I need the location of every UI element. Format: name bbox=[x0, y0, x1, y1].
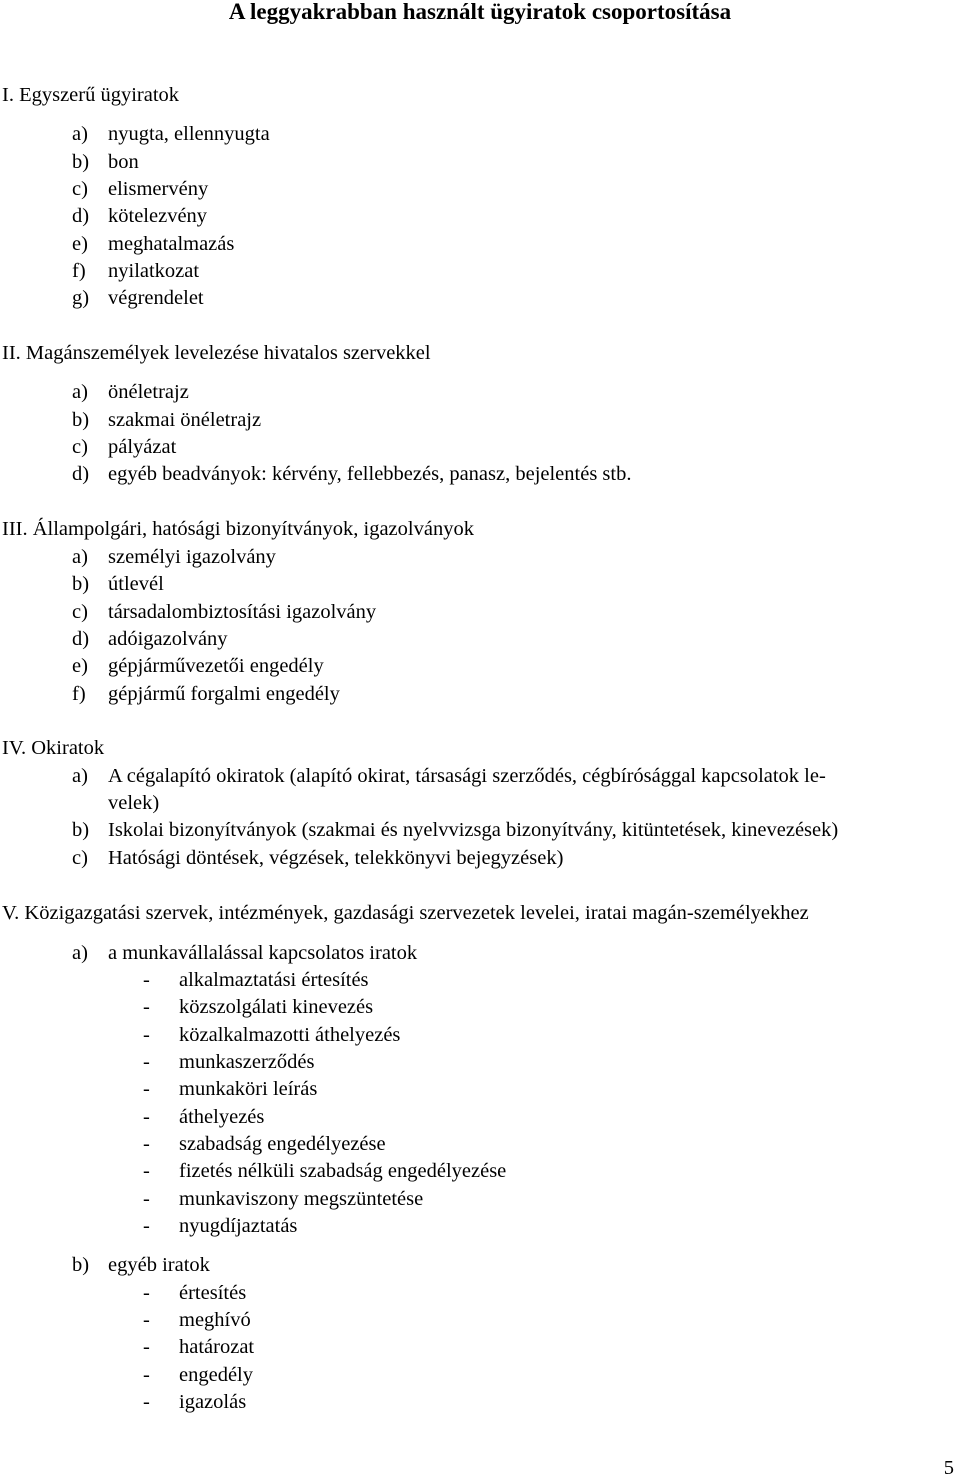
item-text: a munkavállalással kapcsolatos iratok bbox=[108, 942, 418, 964]
bullet-item bbox=[143, 1308, 251, 1332]
item-text: Hatósági döntések, végzések, telekkönyvi bejegyzések) bbox=[108, 847, 564, 869]
item-label: d) bbox=[72, 628, 90, 650]
item-text: önéletrajz bbox=[108, 381, 189, 403]
dash-bullet: - bbox=[143, 1282, 150, 1304]
item-text: egyéb beadványok: kérvény, fellebbezés, panasz, bejelentés stb. bbox=[108, 463, 632, 485]
bullet-text: alkalmaztatási értesítés bbox=[179, 969, 369, 991]
page-number: 5 bbox=[943, 1457, 954, 1479]
list-item bbox=[72, 177, 208, 201]
bullet-text: munkaköri leírás bbox=[179, 1078, 318, 1100]
list-item bbox=[72, 846, 563, 870]
item-label: c) bbox=[72, 601, 88, 623]
item-text: bon bbox=[108, 151, 139, 173]
section-heading: IV. Okiratok bbox=[2, 737, 105, 759]
dash-bullet: - bbox=[143, 1106, 150, 1128]
item-label: a) bbox=[72, 546, 88, 568]
section-heading: V. Közigazgatási szervek, intézmények, gazdasági szervezetek levelei, iratai magán-személyekhez bbox=[2, 902, 809, 924]
list-item-continuation: velek) bbox=[108, 792, 160, 814]
item-label: b) bbox=[72, 573, 90, 595]
item-text: útlevél bbox=[108, 573, 164, 595]
dash-bullet: - bbox=[143, 1391, 150, 1413]
dash-bullet: - bbox=[143, 1051, 150, 1073]
section-heading: I. Egyszerű ügyiratok bbox=[2, 84, 180, 106]
list-item bbox=[72, 435, 176, 459]
bullet-item bbox=[143, 1159, 506, 1183]
item-text: végrendelet bbox=[108, 287, 204, 309]
bullet-text: közalkalmazotti áthelyezés bbox=[179, 1024, 401, 1046]
dash-bullet: - bbox=[143, 1215, 150, 1237]
item-label: c) bbox=[72, 847, 88, 869]
item-text: gépjármű forgalmi engedély bbox=[108, 683, 340, 705]
bullet-item bbox=[143, 1077, 317, 1101]
bullet-text: munkaszerződés bbox=[179, 1051, 315, 1073]
dash-bullet: - bbox=[143, 969, 150, 991]
list-item bbox=[72, 286, 204, 310]
list-item bbox=[72, 545, 276, 569]
item-label: g) bbox=[72, 287, 90, 309]
list-item bbox=[72, 408, 261, 432]
bullet-text: igazolás bbox=[179, 1391, 247, 1413]
item-label: d) bbox=[72, 205, 90, 227]
bullet-item bbox=[143, 1023, 400, 1047]
list-item bbox=[72, 600, 376, 624]
dash-bullet: - bbox=[143, 996, 150, 1018]
list-item bbox=[72, 654, 324, 678]
item-label: d) bbox=[72, 463, 90, 485]
dash-bullet: - bbox=[143, 1133, 150, 1155]
list-item bbox=[72, 682, 340, 706]
item-label: b) bbox=[72, 1254, 90, 1276]
section-heading: II. Magánszemélyek levelezése hivatalos szervekkel bbox=[2, 342, 431, 364]
bullet-item bbox=[143, 968, 369, 992]
bullet-text: fizetés nélküli szabadság engedélyezése bbox=[179, 1160, 507, 1182]
bullet-text: engedély bbox=[179, 1364, 253, 1386]
item-text: nyugta, ellennyugta bbox=[108, 123, 270, 145]
item-label: c) bbox=[72, 436, 88, 458]
item-text: kötelezvény bbox=[108, 205, 208, 227]
item-label: f) bbox=[72, 260, 86, 282]
item-text: pályázat bbox=[108, 436, 177, 458]
bullet-item bbox=[143, 1281, 246, 1305]
bullet-text: határozat bbox=[179, 1336, 255, 1358]
item-text: személyi igazolvány bbox=[108, 546, 276, 568]
dash-bullet: - bbox=[143, 1024, 150, 1046]
dash-bullet: - bbox=[143, 1160, 150, 1182]
list-item bbox=[72, 627, 228, 651]
list-item bbox=[72, 572, 164, 596]
item-text: egyéb iratok bbox=[108, 1254, 210, 1276]
item-text: Iskolai bizonyítványok (szakmai és nyelvvizsga bizonyítvány, kitüntetések, kinevezések) bbox=[108, 819, 839, 841]
section-heading: III. Állampolgári, hatósági bizonyítványok, igazolványok bbox=[2, 518, 474, 540]
bullet-item bbox=[143, 1132, 386, 1156]
bullet-item bbox=[143, 1187, 423, 1211]
bullet-text: értesítés bbox=[179, 1282, 247, 1304]
item-text: társadalombiztosítási igazolvány bbox=[108, 601, 377, 623]
bullet-text: közszolgálati kinevezés bbox=[179, 996, 374, 1018]
bullet-item bbox=[143, 1390, 246, 1414]
dash-bullet: - bbox=[143, 1078, 150, 1100]
list-item bbox=[72, 150, 139, 174]
bullet-text: nyugdíjaztatás bbox=[179, 1215, 298, 1237]
bullet-item bbox=[143, 1363, 253, 1387]
bullet-item bbox=[143, 1105, 264, 1129]
dash-bullet: - bbox=[143, 1336, 150, 1358]
item-label: a) bbox=[72, 381, 88, 403]
item-text: A cégalapító okiratok (alapító okirat, társasági szerződés, cégbírósággal kapcsolatok le- bbox=[108, 765, 826, 787]
item-text: szakmai önéletrajz bbox=[108, 409, 262, 431]
item-label: e) bbox=[72, 233, 88, 255]
bullet-item bbox=[143, 1050, 314, 1074]
bullet-item bbox=[143, 1335, 254, 1359]
list-item bbox=[72, 1253, 210, 1277]
item-label: b) bbox=[72, 409, 90, 431]
dash-bullet: - bbox=[143, 1364, 150, 1386]
bullet-item bbox=[143, 995, 373, 1019]
document-title: A leggyakrabban használt ügyiratok csoportosítása bbox=[228, 0, 732, 24]
bullet-text: szabadság engedélyezése bbox=[179, 1133, 386, 1155]
item-label: b) bbox=[72, 151, 90, 173]
item-label: c) bbox=[72, 178, 88, 200]
list-item bbox=[72, 204, 207, 228]
list-item bbox=[72, 941, 417, 965]
item-label: a) bbox=[72, 765, 88, 787]
bullet-text: munkaviszony megszüntetése bbox=[179, 1188, 424, 1210]
list-item bbox=[72, 818, 838, 842]
item-label: e) bbox=[72, 655, 88, 677]
list-item bbox=[72, 232, 234, 256]
item-text: nyilatkozat bbox=[108, 260, 200, 282]
dash-bullet: - bbox=[143, 1309, 150, 1331]
dash-bullet: - bbox=[143, 1188, 150, 1210]
list-item bbox=[72, 380, 189, 404]
bullet-text: meghívó bbox=[179, 1309, 251, 1331]
list-item bbox=[72, 764, 826, 788]
item-text: elismervény bbox=[108, 178, 209, 200]
item-label: a) bbox=[72, 942, 88, 964]
bullet-item bbox=[143, 1214, 297, 1238]
bullet-text: áthelyezés bbox=[179, 1106, 265, 1128]
item-text: adóigazolvány bbox=[108, 628, 228, 650]
item-label: b) bbox=[72, 819, 90, 841]
list-item bbox=[72, 259, 199, 283]
item-text: meghatalmazás bbox=[108, 233, 235, 255]
item-label: f) bbox=[72, 683, 86, 705]
list-item bbox=[72, 462, 631, 486]
item-label: a) bbox=[72, 123, 88, 145]
list-item bbox=[72, 122, 270, 146]
item-text: gépjárművezetői engedély bbox=[108, 655, 324, 677]
